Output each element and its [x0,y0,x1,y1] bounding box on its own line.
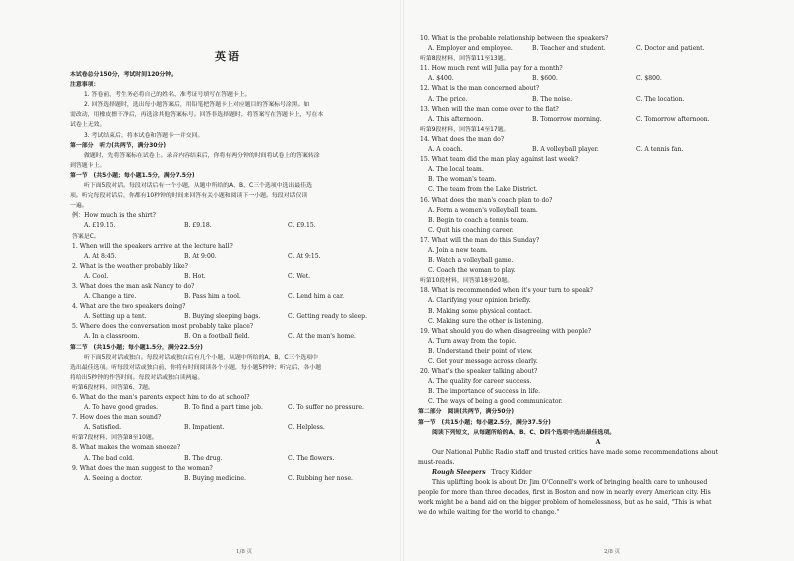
instruction-line: 听下面5段对话或独白。每段对话或独白后有几个小题，从题中所给的A、B、C三个选项中 [84,354,318,361]
instruction-line: 3. 考试结束后，将本试卷和答题卡一并交回。 [84,132,204,139]
book-author: Tracy Kidder [491,469,532,477]
question-stem: 16. What does the man's coach plan to do? [420,196,553,204]
option-b: B. The drug. [184,454,223,462]
passage-line: people for more than three decades, first in Boston and now in nearly every American city. His [418,489,711,497]
option-c: C. Making sure the other is listening. [428,317,544,325]
part2-section1-heading: 第一节 (共15小题；每小题2.5分，满分37.5分) [418,419,551,426]
options-row [70,454,386,464]
option-c: C. Get your message across clearly. [428,358,538,365]
question-14 [418,135,778,155]
question-stem: 6. What do the man's parents expect him to do at school? [72,394,250,401]
instruction-line: 选出最佳选项。听每段对话或独白前，你将有时间阅读各个小题，每小题5秒钟；听完后，各小题 [70,364,322,371]
option-b: B. Pass him a tool. [184,293,241,301]
option-b: B. To find a part time job. [184,404,263,412]
question-stem: 18. What is recommended when it's your turn to speak? [420,287,593,295]
instruction-line: 项。听完每段对话后，你都有10秒钟的时间来回答有关小题和阅读下一小题。每段对话仅读 [70,193,308,200]
options-row [70,423,386,433]
option-b: B. At 9:00. [184,252,217,260]
options-row [418,95,778,105]
page-number-right: 2/8 页 [604,549,621,555]
options-row [70,474,386,484]
material-9-label: 听第9段材料，回答第14至17题。 [420,126,510,133]
book-title: Rough Sleepers [432,469,486,477]
instruction-line: 本试卷总分150分，考试时间120分钟。 [70,72,178,78]
option-a: A. The quality for career success. [428,378,532,386]
option-a: A. This afternoon. [428,115,484,123]
instruction-line: 将给出5秒钟的作答时间。每段对话或独白读两遍。 [70,374,204,381]
example-options [70,221,386,231]
option-a: A. $400. [428,75,454,83]
question-stem: 10. What is the probable relationship between the speakers? [420,35,609,42]
right-page [404,0,794,561]
option-b: B. Begin to coach a tennis team. [428,216,529,224]
option-c: C. Quit his coaching career. [428,226,514,234]
option-c: C. $800. [636,75,662,83]
options-row [418,74,778,84]
passage-letter: A [595,438,601,446]
questions-8-9 [70,443,386,483]
option-a: A. Seeing a doctor. [84,474,143,482]
option-a: A. Join a new team. [428,246,488,254]
example-question: 例：How much is the shirt? [72,212,156,220]
option-c: C. At the man's home. [288,333,356,341]
question-stem: 9. What does the man suggest to the woman? [72,464,213,472]
question-stem: 7. How does the man sound? [72,414,162,422]
material-10-label: 听第10段材料，回答第18至20题。 [420,278,514,285]
option-a: A. Form a women's volleyball team. [428,206,538,214]
instruction-line: 注意事项： [70,82,100,89]
option-b: B. The importance of success in life. [428,388,541,396]
example-option-a: A. £19.15. [84,222,116,230]
option-b: B. Making some physical contact. [428,307,532,315]
option-c: C. Helpless. [288,424,325,432]
passage-line: must-reads. [418,458,455,466]
question-stem: 14. What does the man do? [420,135,505,143]
passage-line: we do while waiting for the world to change." [418,509,560,517]
question-stem: 20. What's the speaker talking about? [420,368,538,376]
material-8-label: 听第8段材料，回答第11至13题。 [420,56,510,63]
option-b: B. Hot. [184,272,206,280]
instruction-line: 试卷上无效。 [70,122,106,129]
exam-instructions [70,70,386,141]
questions-15-17 [418,155,778,276]
question-stem: 11. How much rent will Julia pay for a month? [420,65,563,73]
option-c: C. To suffer no pressure. [288,404,364,412]
question-stem: 1. When will the speakers arrive at the lecture hall? [72,242,233,250]
material-6-label: 听第6段材料，回答第6、7题。 [72,384,154,391]
questions-11-13 [418,64,778,125]
options-row [418,115,778,125]
option-a: A. Change a tire. [84,293,137,301]
section1-instructions [70,181,386,211]
options-row [70,312,386,322]
option-a: A. Turn away from the topic. [428,337,517,345]
question-stem: 19. What should you do when disagreeing with people? [420,327,592,335]
questions-1-5 [70,242,386,343]
instruction-line: 做题时，先将答案标在试卷上。录音内容结束后，你将有两分钟的时间将试卷上的答案转涂 [84,152,320,159]
question-stem: 13. When will the man come over to the flat? [420,105,559,113]
option-c: C. The location. [636,95,685,103]
part1-instructions [70,151,386,171]
book-description [418,478,778,518]
question-stem: 5. Where does the conversation most probably take place? [72,323,254,331]
option-b: B. On a football field. [184,333,250,341]
options-row [418,145,778,155]
option-a: A. In a classroom. [84,333,140,341]
options-row [70,403,386,413]
option-a: A. A coach. [428,146,463,154]
section2-heading: 第二节 (共15小题；每小题1.5分，满分22.5分) [70,344,203,351]
passage-intro [418,448,778,468]
part1-heading: 第一部分 听力(共两节，满分30分) [70,142,167,149]
instruction-line: 1. 答卷前，考生务必将自己的姓名、准考证号填写在答题卡上。 [84,92,251,99]
option-a: A. Setting up a tent. [84,313,147,321]
instruction-line: 需改动，用橡皮擦干净后，再选涂其他答案标号。回答非选择题时，将答案写在答题卡上，写在本 [70,112,324,119]
passage-line: Our National Public Radio staff and trusted critics have made some recommendations about [432,448,718,456]
option-b: B. A volleyball player. [532,146,599,154]
option-a: A. The price. [428,95,468,103]
instruction-line: 2. 回答选择题时，选出每小题答案后，用铅笔把答题卡上对应题目的答案标号涂黑。如 [84,102,310,109]
option-b: B. Tomorrow morning. [532,115,602,123]
question-10 [418,34,778,54]
option-c: C. The flowers. [288,454,335,462]
book-heading [418,468,778,478]
page-title: 英语 [215,50,241,63]
option-b: B. Teacher and student. [532,45,606,53]
options-row [70,272,386,282]
part2-heading: 第二部分 阅读(共两节，满分50分) [418,409,515,416]
option-a: A. To have good grades. [84,404,159,412]
option-c: C. The team from the Lake District. [428,186,538,194]
option-a: A. At 8:45. [84,252,117,260]
example-answer: 答案是C。 [72,233,100,240]
option-c: C. Coach the woman to play. [428,267,516,275]
question-stem: 12. What is the man concerned about? [420,85,540,93]
option-c: C. Wet. [288,272,311,280]
question-stem: 17. What will the man do this Sunday? [420,236,540,244]
option-c: C. At 9:15. [288,252,321,260]
option-c: C. Tomorrow afternoon. [636,115,710,123]
page-number-left: 1/8 页 [236,549,253,555]
instruction-line: 一遍。 [70,203,88,210]
option-a: A. The bad cold. [84,454,135,462]
option-b: B. Watch a volleyball game. [428,257,514,265]
option-c: C. Getting ready to sleep. [288,313,368,321]
option-a: A. Satisfied. [84,424,122,432]
option-b: B. $600. [532,75,558,83]
option-b: B. Buying medicine. [184,474,246,482]
passage-line: This uplifting book is about Dr. Jim O'Connell's work of bringing health care to unhoused [432,479,708,487]
option-a: A. Employer and employee. [428,45,513,53]
options-row [70,332,386,342]
questions-18-20 [418,286,778,407]
option-b: B. Buying sleeping bags. [184,313,261,321]
option-c: C. The ways of being a good communicator. [428,398,563,406]
option-c: C. Doctor and patient. [636,45,705,53]
passage-line: work might be a band aid on the bigger problem of homelessness, but as he said, "This is what [418,499,712,507]
option-a: A. Cool. [84,272,109,280]
options-row [418,44,778,54]
option-b: B. The woman's team. [428,176,497,184]
option-b: B. The noise. [532,95,573,103]
question-stem: 15. What team did the man play against last week? [420,156,579,164]
questions-6-7 [70,393,386,433]
options-row [70,292,386,302]
material-7-label: 听第7段材料，回答第8至10题。 [72,435,158,442]
option-c: C. Rubbing her nose. [288,474,353,482]
option-a: A. The local team. [428,166,484,174]
instruction-line: 听下面5段对话。每段对话后有一个小题，从题中所给的A、B、C三个选项中选出最佳选 [84,183,312,190]
option-b: B. Impatient. [184,424,225,432]
example-option-b: B. £9.18. [184,222,212,230]
options-row [70,252,386,262]
part2-instruction: 阅读下列短文，从每题所给的A、B、C、D四个选项中选出最佳选项。 [432,429,616,436]
option-c: C. Lend him a car. [288,293,345,301]
option-b: B. Understand their point of view. [428,347,533,355]
question-stem: 8. What makes the woman sneeze? [72,444,181,452]
option-c: C. A tennis fan. [636,146,684,154]
section2-instructions [70,353,386,383]
instruction-line: 到答题卡上。 [70,162,106,169]
question-stem: 2. What is the weather probably like? [72,262,188,270]
option-a: A. Clarifying your opinion briefly. [428,297,531,305]
question-stem: 4. What are the two speakers doing? [72,303,186,311]
example-option-c: C. £9.15. [288,222,316,230]
section1-heading: 第一节 (共5小题；每小题1.5分，满分7.5分) [70,172,195,179]
question-stem: 3. What does the man ask Nancy to do? [72,282,195,290]
